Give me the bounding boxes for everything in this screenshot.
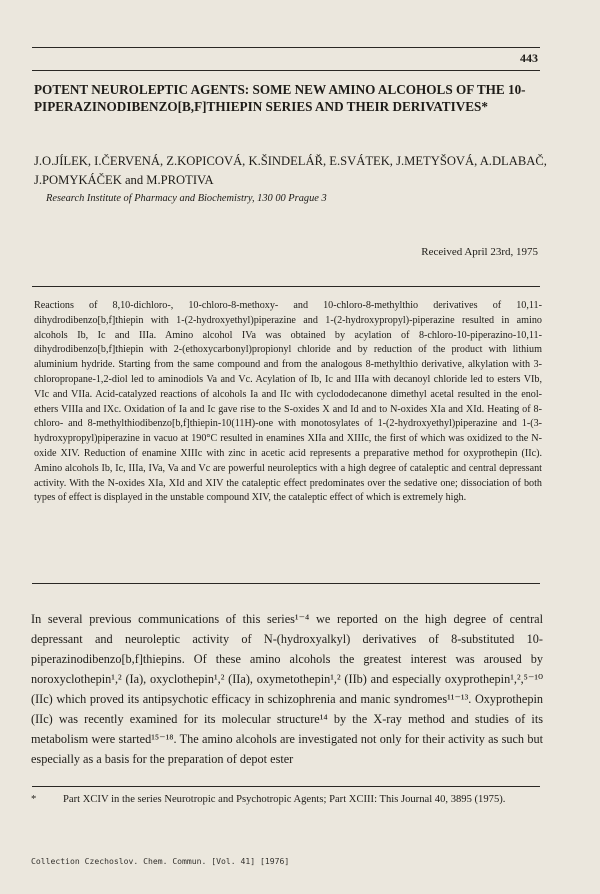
author-list: J.O.JÍLEK, I.ČERVENÁ, Z.KOPICOVÁ, K.ŠINDELÁŘ, E.SVÁTEK, J.METYŠOVÁ, A.DLABAČ, J.POMYKÁČEK and M.PROTIVA [34,154,547,187]
header-rule [32,70,540,71]
introduction-paragraph: In several previous communications of this series¹⁻⁴ we reported on the high degree of central depressant and neuroleptic activity of N-(hydroxyalkyl) derivatives of 8-substituted 10-piperazinodibenzo[b,f]thiepins. Of these amino alcohols the greatest interest was aroused by noroxyclothepin¹,² (Ia), oxyclothepin¹,² (IIa), oxymetothepin¹,² (IIb) and especially oxyprothepin¹,²,⁵⁻¹⁰ (IIc) which proved its antipsychotic efficacy in schizophrenia and manic syndromes¹¹⁻¹³. Oxyprothepin (IIc) was recently examined for its molecular structure¹⁴ by the X-ray method and studies of its metabolism were started¹⁵⁻¹⁸. The amino alcohols are investigated not only for their activity as such but especially as a basis for the preparation of depot ester [31,612,543,766]
footnote [31,792,543,807]
article-title: POTENT NEUROLEPTIC AGENTS: SOME NEW AMINO ALCOHOLS OF THE 10-PIPERAZINODIBENZO[B,F]THIEPIN SERIES AND THEIR DERIVATIVES* [34,82,526,114]
abstract: Reactions of 8,10-dichloro-, 10-chloro-8-methoxy- and 10-chloro-8-methylthio derivatives of 10,11-dihydrodibenzo[b,f]thiepin with 1-(2-hydroxyethyl)piperazine and 1-(2-hydroxypropyl)-piperazine resulted in amino alcohols Ib, Ic and IIIa. Amino alcohol IVa was obtained by acylation of 8-chloro-10-piperazino-10,11-dihydrodibenzo[b,f]thiepin with 2-(ethoxycarbonyl)propionyl chloride and by reduction of the product with lithium aluminium hydride. Starting from the same compound and from the analogous 8-methylthio derivative, alkylation with 3-chloropropane-1,2-diol led to aminodiols Va and Vc. Acylation of Ib, Ic and IIIa with decanoyl chloride led to esters VIb, VIc and VIIa. Acid-catalyzed reactions of alcohols Ia and IIc with cyclododecanone dimethyl acetal resulted in the enol-ethers VIIIa and IXc. Oxidation of Ia and Ic gave rise to the S-oxides X and Id and to N-oxides XIa and XId. Heating of 8-chloro- and 8-methylthiodibenzo[b,f]thiepin-10(11H)-one with monotosylates of 1-(2-hydroxyethyl)piperazine and 1-(3-hydroxypropyl)piperazine in vacuo at 190°C resulted in enamines XIIa and XIIIc, the first of which was oxidized to the N-oxide XIV. Reduction of enamine XIIIc with zinc in acetic acid represents a preparative method for oxyprothepin (IIc). Amino alcohols Ib, Ic, IIIa, IVa, Va and Vc are powerful neuroleptics with a high degree of cataleptic and central depressant activity. With the N-oxides XIa, XId and XIV the cataleptic effect predominates over the sedative one; dissociation of both types of effect is displayed in the unstable compound XIV, the cataleptic effect of which is extremely high. [34,300,542,504]
top-rule [32,47,540,48]
journal-footer: Collection Czechoslov. Chem. Commun. [Vol. 41] [1976] [31,856,290,866]
page-number: 443 [520,51,538,65]
affiliation: Research Institute of Pharmacy and Biochemistry, 130 00 Prague 3 [46,193,327,204]
footnote-mark: * [31,794,37,805]
footnote-rule [32,786,540,787]
footnote-text: Part XCIV in the series Neurotropic and Psychotropic Agents; Part XCIII: This Journal 40, 3895 (1975). [63,794,506,805]
received-date: Received April 23rd, 1975 [421,246,538,258]
abstract-top-rule [32,286,540,287]
abstract-bottom-rule [32,583,540,584]
